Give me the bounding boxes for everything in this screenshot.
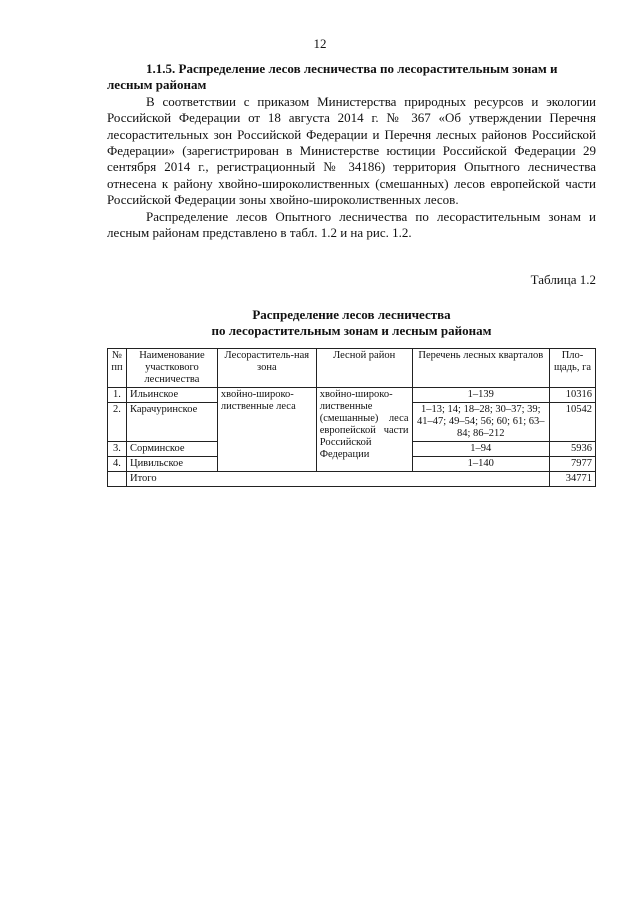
forest-distribution-table: [107, 348, 596, 487]
table-title-line1: Распределение лесов лесничества: [252, 307, 451, 322]
row-name: Цивильское: [126, 457, 217, 472]
row-area: 7977: [550, 457, 596, 472]
section-body: [107, 61, 596, 241]
total-num-empty: [108, 472, 127, 487]
row-num: 1.: [108, 388, 127, 403]
header-quarters: Перечень лесных кварталов: [412, 349, 549, 388]
table-caption: Таблица 1.2: [530, 272, 596, 287]
row-quarters: 1–13; 14; 18–28; 30–37; 39; 41–47; 49–54; 56; 60; 61; 63–84; 86–212: [412, 403, 549, 442]
paragraph-1: В соответствии с приказом Министерства природных ресурсов и экологии Российской Федерации от 18 августа 2014 г. № 367 «Об утверждении Перечня лесорастительных зон Российской Федерации и Перечня лесных районов Российской Федерации» (зарегистрирован в Министерстве юстиции Российской Федерации 29 сентября 2014 г., регистрационный № 34186) территория Опытного лесничества отнесена к району хвойно-широколиственных (смешанных) лесов европейской части Российской Федерации зоны хвойно-широколиственных лесов.: [107, 93, 596, 208]
header-zone: Лесораститель-ная зона: [217, 349, 316, 388]
section-heading-line1: 1.1.5. Распределение лесов лесничества по лесорастительным зонам и: [146, 61, 558, 76]
header-area: Пло-щадь, га: [550, 349, 596, 388]
row-name: Карачуринское: [126, 403, 217, 442]
table-row: [108, 388, 596, 403]
table-header-row: [108, 349, 596, 388]
paragraph-2: Распределение лесов Опытного лесничества по лесорастительным зонам и лесным районам представлено в табл. 1.2 и на рис. 1.2.: [107, 208, 596, 241]
header-name: Наименование участкового лесничества: [126, 349, 217, 388]
row-quarters: 1–140: [412, 457, 549, 472]
section-heading: [107, 61, 596, 94]
row-area: 5936: [550, 442, 596, 457]
section-heading-line2: лесным районам: [107, 77, 207, 93]
total-area: 34771: [550, 472, 596, 487]
row-num: 2.: [108, 403, 127, 442]
row-num: 4.: [108, 457, 127, 472]
row-area: 10316: [550, 388, 596, 403]
row-name: Сорминское: [126, 442, 217, 457]
row-area: 10542: [550, 403, 596, 442]
zone-cell: хвойно-широко-лиственные леса: [217, 388, 316, 472]
header-district: Лесной район: [316, 349, 412, 388]
header-num: № пп: [108, 349, 127, 388]
row-quarters: 1–94: [412, 442, 549, 457]
row-num: 3.: [108, 442, 127, 457]
table-total-row: [108, 472, 596, 487]
table-title: [107, 307, 596, 339]
row-quarters: 1–139: [412, 388, 549, 403]
district-cell: хвойно-широко-лиственные (смешанные) леса европейской части Российской Федерации: [316, 388, 412, 472]
total-label: Итого: [126, 472, 549, 487]
page-number: 12: [313, 36, 327, 51]
table-title-line2: по лесорастительным зонам и лесным районам: [211, 323, 492, 338]
row-name: Ильинское: [126, 388, 217, 403]
